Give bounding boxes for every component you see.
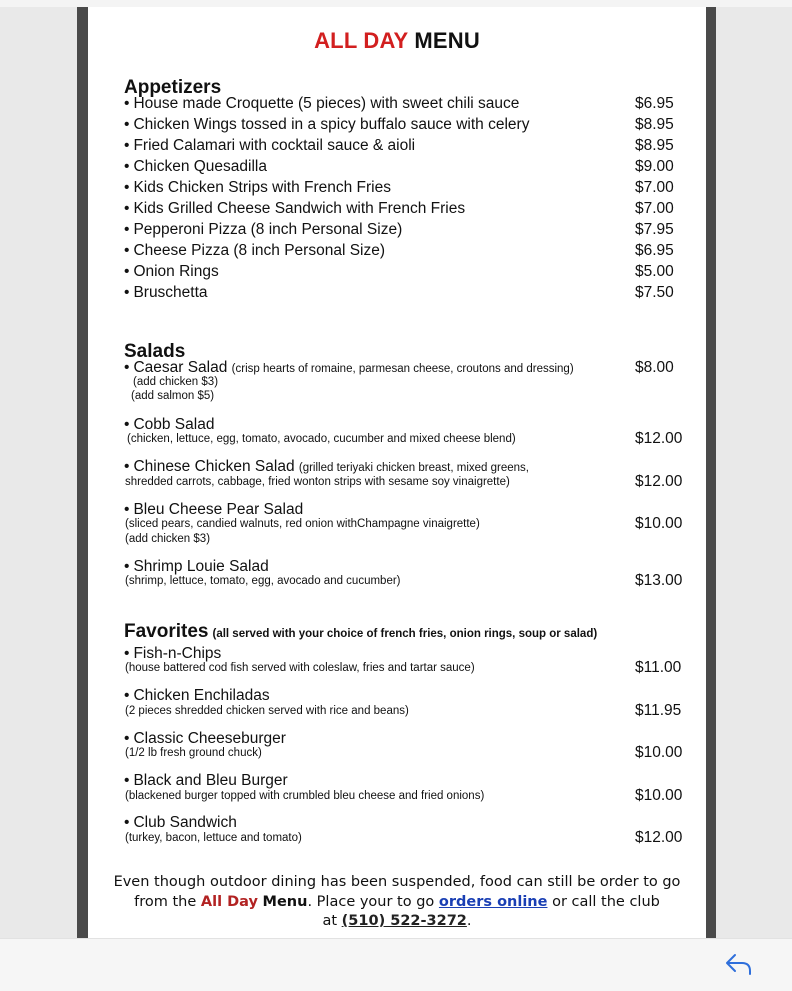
bullet: • [124, 814, 130, 831]
item-price: $9.00 [635, 158, 674, 175]
bullet: • [124, 137, 130, 154]
item-description: (shrimp, lettuce, tomato, egg, avocado and cucumber) [125, 575, 401, 587]
orders-online-link[interactable]: orders online [438, 893, 548, 910]
favorites-title: Favorites [124, 621, 209, 642]
item-price: $11.95 [635, 702, 682, 719]
bullet: • [124, 772, 130, 789]
item-description: (2 pieces shredded chicken served with rice and beans) [125, 705, 409, 717]
top-strip [0, 0, 792, 7]
item-description: (turkey, bacon, lettuce and tomato) [125, 832, 302, 844]
item-price: $11.00 [635, 659, 682, 676]
item-price: $13.00 [635, 572, 683, 589]
share-arrow-icon [724, 951, 754, 977]
item-price: $5.00 [635, 263, 674, 280]
footer-menu-word: Menu [262, 893, 308, 910]
item-description: (house battered cod fish served with coleslaw, fries and tartar sauce) [125, 662, 475, 674]
item-addon: (add salmon $5) [131, 390, 215, 402]
item-description: (blackened burger topped with crumbled bleu cheese and fried onions) [125, 790, 485, 802]
bullet: • [124, 458, 130, 475]
item-name: Kids Chicken Strips with French Fries [133, 179, 391, 196]
item-name: Kids Grilled Cheese Sandwich with French Fries [133, 200, 466, 217]
footer-text: from the [134, 893, 197, 910]
bullet: • [124, 730, 130, 747]
item-price: $7.00 [635, 200, 674, 217]
favorites-heading [124, 621, 597, 643]
menu-title-red: ALL DAY [314, 28, 409, 53]
footer-all-day: All Day [200, 893, 258, 910]
item-name: Bruschetta [133, 284, 208, 301]
appetizer-item [124, 262, 219, 281]
item-name: House made Croquette (5 pieces) with sweet chili sauce [133, 95, 520, 112]
footer-text: . [466, 913, 472, 929]
bullet: • [124, 95, 130, 112]
salads-heading: Salads [124, 341, 186, 362]
bottom-toolbar [0, 938, 792, 991]
appetizer-item [124, 220, 402, 239]
bullet: • [124, 645, 130, 662]
bullet: • [124, 179, 130, 196]
item-name: Chinese Chicken Salad [133, 458, 295, 475]
item-name: Chicken Quesadilla [133, 158, 267, 175]
footer-line-3 [88, 912, 706, 932]
bullet: • [124, 116, 130, 133]
item-name: Bleu Cheese Pear Salad [133, 501, 304, 518]
item-description: (sliced pears, candied walnuts, red onion withChampagne vinaigrette) [125, 518, 480, 530]
appetizer-item [124, 115, 529, 134]
item-price: $6.95 [635, 95, 674, 112]
appetizers-heading: Appetizers [124, 77, 222, 98]
footer-line-2 [88, 893, 706, 913]
item-price: $8.00 [635, 359, 674, 376]
footer-text: or call the club [552, 893, 660, 910]
item-addon: (add chicken $3) [133, 376, 219, 388]
appetizer-item [124, 178, 391, 197]
bullet: • [124, 158, 130, 175]
footer-note [88, 873, 706, 932]
item-description: (1/2 lb fresh ground chuck) [125, 747, 262, 759]
item-name: Cobb Salad [133, 416, 215, 433]
item-price: $7.50 [635, 284, 674, 301]
item-price: $10.00 [635, 515, 683, 532]
item-name: Cheese Pizza (8 inch Personal Size) [133, 242, 386, 259]
bullet: • [124, 284, 130, 301]
item-name: Club Sandwich [133, 814, 237, 831]
favorite-item [124, 686, 270, 705]
appetizer-item [124, 157, 267, 176]
bullet: • [124, 200, 130, 217]
bullet: • [124, 687, 130, 704]
phone-link[interactable]: (510) 522-3272 [341, 913, 467, 929]
bullet: • [124, 416, 130, 433]
item-name: Pepperoni Pizza (8 inch Personal Size) [133, 221, 403, 238]
bullet: • [124, 221, 130, 238]
menu-page [88, 7, 706, 938]
appetizer-item [124, 94, 519, 113]
bullet: • [124, 558, 130, 575]
item-price: $12.00 [635, 473, 683, 490]
favorite-item [124, 813, 237, 832]
item-description: shredded carrots, cabbage, fried wonton strips with sesame soy vinaigrette) [125, 476, 510, 488]
bullet: • [124, 242, 130, 259]
item-description: (chicken, lettuce, egg, tomato, avocado, cucumber and mixed cheese blend) [127, 433, 516, 445]
bullet: • [124, 501, 130, 518]
item-price: $7.95 [635, 221, 674, 238]
item-price: $8.95 [635, 116, 674, 133]
item-price: $12.00 [635, 829, 683, 846]
item-price: $8.95 [635, 137, 674, 154]
item-price: $12.00 [635, 430, 683, 447]
item-name: Chicken Wings tossed in a spicy buffalo sauce with celery [133, 116, 530, 133]
item-name: Fish-n-Chips [133, 645, 222, 662]
appetizer-item [124, 241, 385, 260]
item-name: Fried Calamari with cocktail sauce & aioli [133, 137, 416, 154]
footer-text: . Place your to go [307, 893, 435, 910]
appetizer-item [124, 283, 208, 302]
item-name: Chicken Enchiladas [133, 687, 270, 704]
item-price: $10.00 [635, 744, 683, 761]
bullet: • [124, 263, 130, 280]
item-addon: (add chicken $3) [125, 533, 211, 545]
menu-title-black: MENU [414, 28, 480, 53]
item-price: $7.00 [635, 179, 674, 196]
item-price: $6.95 [635, 242, 674, 259]
item-name: Onion Rings [133, 263, 219, 280]
menu-title [88, 28, 706, 54]
footer-line-1: Even though outdoor dining has been suspended, food can still be order to go [113, 874, 681, 890]
item-name: Shrimp Louie Salad [133, 558, 269, 575]
share-button[interactable] [724, 951, 754, 977]
item-price: $10.00 [635, 787, 683, 804]
item-name: Classic Cheeseburger [133, 730, 286, 747]
footer-text: at [322, 913, 338, 929]
item-description: (crisp hearts of romaine, parmesan cheese, croutons and dressing) [231, 363, 574, 375]
bullet: • [124, 359, 130, 376]
favorite-item [124, 771, 288, 790]
appetizer-item [124, 199, 465, 218]
item-name: Black and Bleu Burger [133, 772, 288, 789]
item-description: (grilled teriyaki chicken breast, mixed greens, [298, 462, 529, 474]
favorites-note: (all served with your choice of french fries, onion rings, soup or salad) [212, 628, 598, 640]
appetizer-item [124, 136, 415, 155]
item-name: Caesar Salad [133, 359, 228, 376]
